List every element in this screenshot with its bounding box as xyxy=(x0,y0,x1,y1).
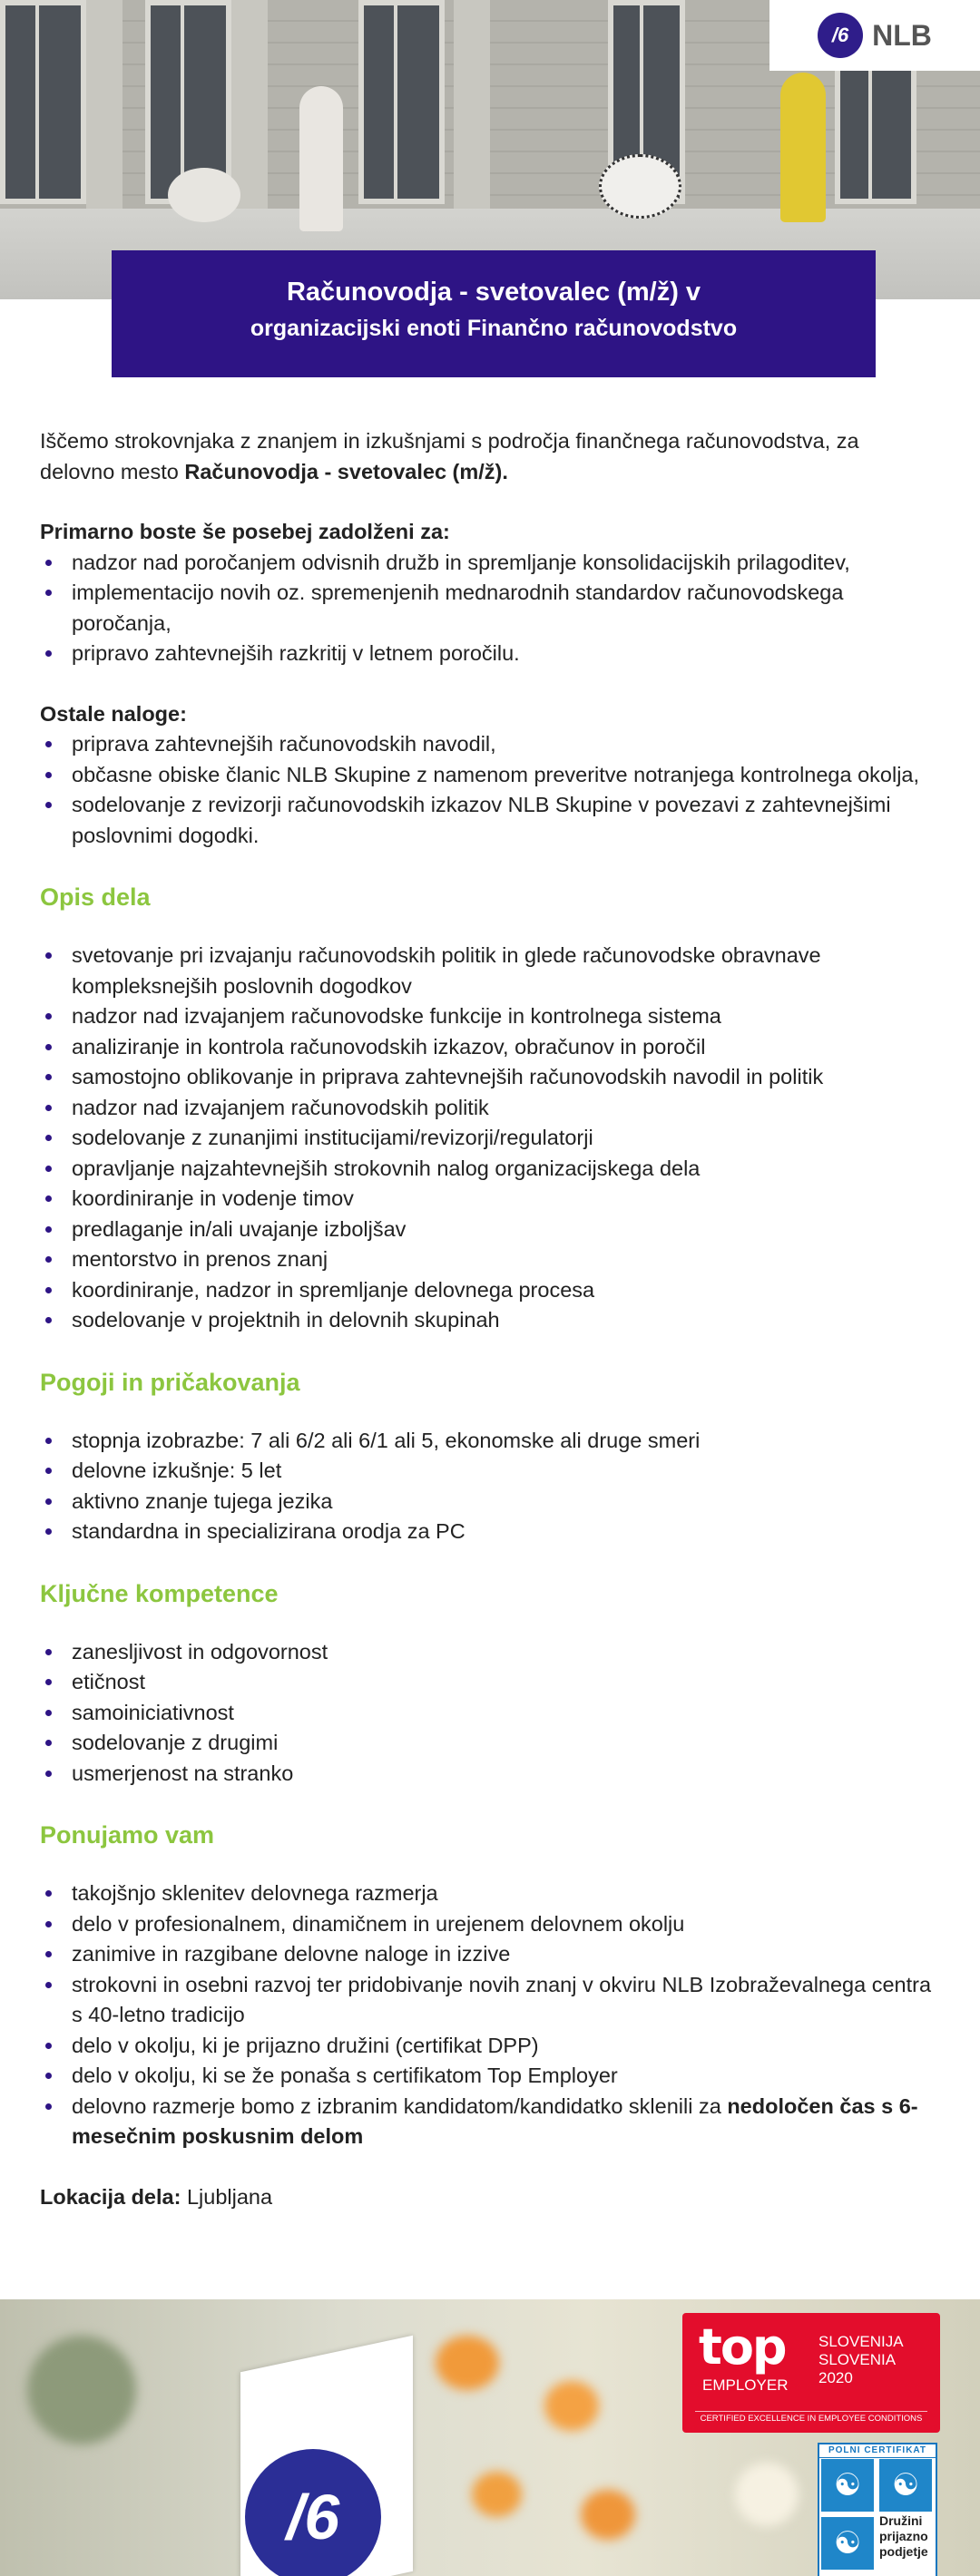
job-description-heading: Opis dela xyxy=(40,883,151,911)
list-item: delo v okolju, ki se že ponaša s certifikatom Top Employer xyxy=(40,2061,938,2092)
offer-last-item-bold: nedoločen čas s 6-mesečnim poskusnim delom xyxy=(72,2093,918,2148)
list-item: implementacijo novih oz. spremenjenih mednarodnih standardov računovodskega poročanja, xyxy=(40,578,938,639)
location-line xyxy=(40,2182,938,2213)
certificate-header: POLNI CERTIFIKAT xyxy=(819,2444,936,2458)
list-item: nadzor nad izvajanjem računovodske funkcije in kontrolnega sistema xyxy=(40,1001,938,1032)
nlb-logo xyxy=(769,0,980,71)
job-content xyxy=(40,426,938,2212)
location-label: Lokacija dela: xyxy=(40,2184,181,2209)
other-tasks-heading: Ostale naloge: xyxy=(40,701,187,726)
other-tasks-list xyxy=(40,729,938,851)
family-figure-icon: ☯ xyxy=(879,2459,932,2512)
top-employer-country-2: SLOVENIA xyxy=(818,2351,897,2368)
top-employer-year: 2020 xyxy=(818,2369,853,2386)
certificate-text xyxy=(879,2513,928,2560)
job-title-line-1: Računovodja - svetovalec (m/ž) v xyxy=(286,278,701,307)
top-employer-employer: EMPLOYER xyxy=(702,2376,789,2394)
list-item: zanesljivost in odgovornost xyxy=(40,1637,938,1668)
walking-woman xyxy=(299,86,343,231)
window xyxy=(358,0,445,204)
list-item: mentorstvo in prenos znanj xyxy=(40,1244,938,1275)
list-item: usmerjenost na stranko xyxy=(40,1759,938,1790)
nlb-logo-text: NLB xyxy=(872,18,932,52)
list-item: takojšnjo sklenitev delovnega razmerja xyxy=(40,1878,938,1909)
list-item: sodelovanje v projektnih in delovnih skupinah xyxy=(40,1305,938,1336)
list-item: aktivno znanje tujega jezika xyxy=(40,1487,938,1517)
top-employer-badge xyxy=(682,2313,940,2433)
pillar xyxy=(454,0,490,227)
list-item: pripravo zahtevnejših razkritij v letnem poročilu. xyxy=(40,639,938,669)
list-item: koordiniranje, nadzor in spremljanje delovnega procesa xyxy=(40,1275,938,1306)
offer-last-item-text: delovno razmerje bomo z izbranim kandidatom/kandidatko sklenili za xyxy=(72,2093,728,2118)
family-friendly-certificate xyxy=(818,2443,937,2576)
primary-duties-list xyxy=(40,548,938,669)
job-title-banner xyxy=(112,250,876,377)
list-item xyxy=(40,2092,938,2152)
top-employer-country xyxy=(818,2333,904,2387)
white-flower xyxy=(735,2463,799,2526)
certificate-line-3: podjetje xyxy=(879,2544,928,2559)
list-item: sodelovanje z drugimi xyxy=(40,1728,938,1759)
list-item: priprava zahtevnejših računovodskih navodil, xyxy=(40,729,938,760)
list-item: sodelovanje z zunanjimi institucijami/revizorji/regulatorji xyxy=(40,1123,938,1154)
nlb-flag-logo-icon: /6 xyxy=(245,2449,381,2576)
footer-photo xyxy=(0,2299,980,2576)
job-description-list xyxy=(40,941,938,1336)
certificate-line-1: Družini xyxy=(879,2513,923,2528)
top-employer-top: top xyxy=(699,2318,786,2376)
requirements-heading: Pogoji in pričakovanja xyxy=(40,1368,300,1396)
list-item: stopnja izobrazbe: 7 ali 6/2 ali 6/1 ali 5, ekonomske ali druge smeri xyxy=(40,1426,938,1457)
list-item: zanimive in razgibane delovne naloge in izzive xyxy=(40,1939,938,1970)
offer-heading: Ponujamo vam xyxy=(40,1821,215,1849)
offer-list xyxy=(40,1878,938,2152)
intro-text: Iščemo strokovnjaka z znanjem in izkušnjami s področja finančnega računovodstva, za delovno mesto xyxy=(40,429,859,483)
certificate-line-2: prijazno xyxy=(879,2529,928,2543)
competences-list xyxy=(40,1637,938,1790)
list-item: občasne obiske članic NLB Skupine z namenom preveritve notranjega kontrolnega okolja, xyxy=(40,760,938,791)
competences-heading: Ključne kompetence xyxy=(40,1579,279,1607)
list-item: etičnost xyxy=(40,1667,938,1698)
list-item: delo v profesionalnem, dinamičnem in urejenem delovnem okolju xyxy=(40,1909,938,1940)
orange-flower xyxy=(436,2336,499,2390)
intro-position: Računovodja - svetovalec (m/ž). xyxy=(184,459,508,483)
list-item: predlaganje in/ali uvajanje izboljšav xyxy=(40,1215,938,1245)
list-item: svetovanje pri izvajanju računovodskih politik in glede računovodske obravnave kompleksnejših poslovnih dogodkov xyxy=(40,941,938,1001)
list-item: sodelovanje z revizorji računovodskih izkazov NLB Skupine v povezavi z zahtevnejšimi poslovnimi dogodki. xyxy=(40,790,938,851)
orange-flower xyxy=(472,2472,522,2517)
list-item: samostojno oblikovanje in priprava zahtevnejših računovodskih navodil in politik xyxy=(40,1062,938,1093)
list-item: nadzor nad izvajanjem računovodskih politik xyxy=(40,1093,938,1124)
list-item: opravljanje najzahtevnejših strokovnih nalog organizacijskega dela xyxy=(40,1154,938,1185)
list-item: strokovni in osebni razvoj ter pridobivanje novih znanj v okviru NLB Izobraževalnega centra s 40-letno tradicijo xyxy=(40,1970,938,2031)
list-item: koordiniranje in vodenje timov xyxy=(40,1184,938,1215)
nlb-logo-mark-icon: /6 xyxy=(818,13,863,58)
family-figure-icon: ☯ xyxy=(821,2517,874,2570)
requirements-list xyxy=(40,1426,938,1547)
pillar xyxy=(86,0,122,227)
job-title-line-2: organizacijski enoti Finančno računovodstvo xyxy=(250,316,738,341)
white-dog xyxy=(168,168,240,222)
list-item: samoiniciativnost xyxy=(40,1698,938,1729)
primary-duties-heading: Primarno boste še posebej zadolženi za: xyxy=(40,520,450,543)
running-man xyxy=(780,73,826,222)
list-item: analiziranje in kontrola računovodskih izkazov, obračunov in poročil xyxy=(40,1032,938,1063)
list-item: delo v okolju, ki je prijazno družini (certifikat DPP) xyxy=(40,2031,938,2062)
top-employer-strip: CERTIFIED EXCELLENCE IN EMPLOYEE CONDITIONS xyxy=(695,2411,927,2426)
dalmatian-dog xyxy=(599,154,681,219)
list-item: delovne izkušnje: 5 let xyxy=(40,1456,938,1487)
family-figure-icon: ☯ xyxy=(821,2459,874,2512)
list-item: nadzor nad poročanjem odvisnih družb in spremljanje konsolidacijskih prilagoditev, xyxy=(40,548,938,579)
top-employer-country-1: SLOVENIJA xyxy=(818,2333,904,2350)
orange-flower xyxy=(581,2490,635,2540)
location-value: Ljubljana xyxy=(186,2184,273,2209)
orange-flower xyxy=(544,2381,599,2431)
intro-paragraph xyxy=(40,426,938,487)
blurred-foliage xyxy=(27,2336,136,2444)
list-item: standardna in specializirana orodja za PC xyxy=(40,1517,938,1547)
window xyxy=(0,0,86,204)
